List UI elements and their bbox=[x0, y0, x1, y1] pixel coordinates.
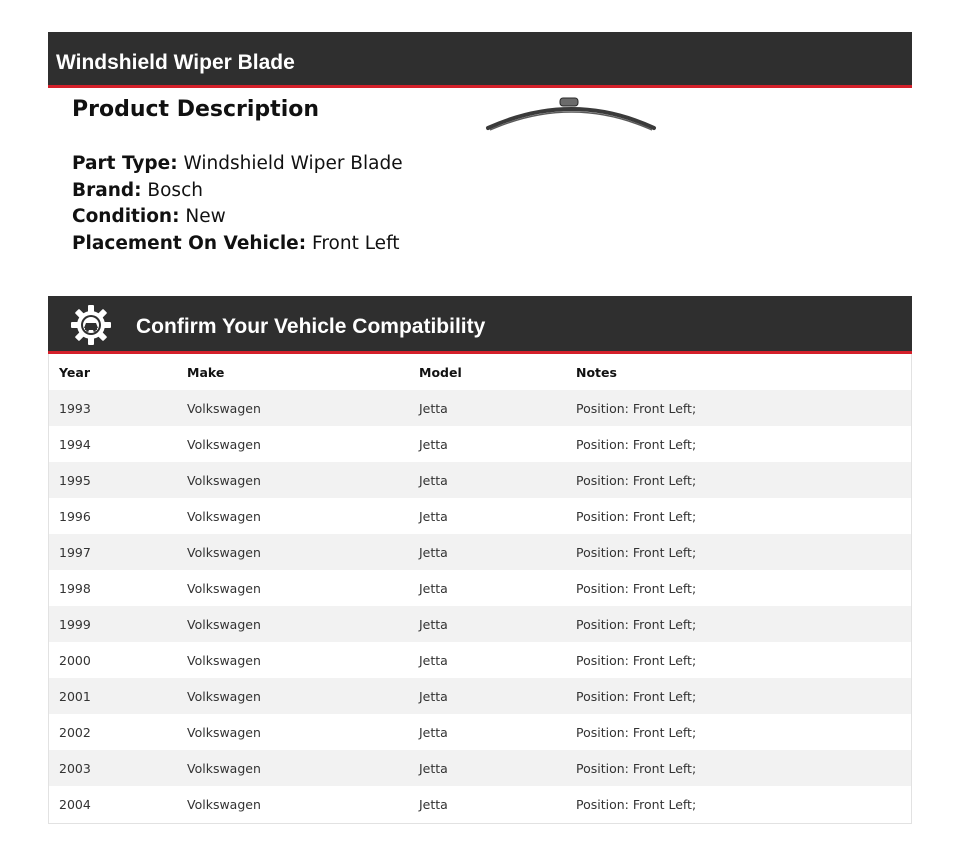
product-title-bar bbox=[48, 32, 912, 88]
cell-model: Jetta bbox=[419, 688, 448, 704]
cell-notes: Position: Front Left; bbox=[576, 472, 697, 488]
cell-notes: Position: Front Left; bbox=[576, 652, 697, 668]
table-row bbox=[49, 462, 911, 498]
cell-notes: Position: Front Left; bbox=[576, 544, 697, 560]
table-row bbox=[49, 606, 911, 642]
spec-label: Placement On Vehicle: bbox=[72, 232, 307, 254]
cell-model: Jetta bbox=[419, 616, 448, 632]
table-row bbox=[49, 714, 911, 750]
table-row bbox=[49, 570, 911, 606]
cell-make: Volkswagen bbox=[187, 724, 261, 740]
spec-placement bbox=[72, 231, 403, 258]
cell-notes: Position: Front Left; bbox=[576, 796, 697, 812]
cell-notes: Position: Front Left; bbox=[576, 760, 697, 776]
cell-year: 2001 bbox=[59, 688, 91, 704]
cell-make: Volkswagen bbox=[187, 652, 261, 668]
table-row bbox=[49, 786, 911, 822]
cell-make: Volkswagen bbox=[187, 616, 261, 632]
cell-notes: Position: Front Left; bbox=[576, 580, 697, 596]
cell-model: Jetta bbox=[419, 796, 448, 812]
spec-label: Part Type: bbox=[72, 153, 178, 174]
cell-make: Volkswagen bbox=[187, 688, 261, 704]
compatibility-table-container bbox=[48, 354, 912, 824]
cell-year: 1999 bbox=[59, 616, 91, 632]
cell-make: Volkswagen bbox=[187, 472, 261, 488]
cell-year: 1996 bbox=[59, 508, 91, 524]
cell-year: 2004 bbox=[59, 796, 91, 812]
product-description-heading: Product Description bbox=[72, 97, 320, 122]
cell-model: Jetta bbox=[419, 580, 448, 596]
cell-make: Volkswagen bbox=[187, 544, 261, 560]
table-row bbox=[49, 750, 911, 786]
spec-condition bbox=[72, 204, 403, 231]
spec-brand bbox=[72, 178, 403, 205]
table-row bbox=[49, 642, 911, 678]
cell-year: 1997 bbox=[59, 544, 91, 560]
cell-make: Volkswagen bbox=[187, 400, 261, 416]
cell-model: Jetta bbox=[419, 652, 448, 668]
wiper-blade-image bbox=[484, 92, 660, 136]
table-row bbox=[49, 390, 911, 426]
cell-model: Jetta bbox=[419, 544, 448, 560]
cell-model: Jetta bbox=[419, 472, 448, 488]
cell-notes: Position: Front Left; bbox=[576, 508, 697, 524]
cell-make: Volkswagen bbox=[187, 760, 261, 776]
cell-model: Jetta bbox=[419, 724, 448, 740]
cell-year: 2003 bbox=[59, 760, 91, 776]
cell-notes: Position: Front Left; bbox=[576, 616, 697, 632]
spec-part-type bbox=[72, 151, 403, 178]
product-specs bbox=[72, 151, 403, 257]
cell-model: Jetta bbox=[419, 400, 448, 416]
spec-value: New bbox=[185, 206, 226, 227]
table-row bbox=[49, 498, 911, 534]
cell-year: 1994 bbox=[59, 436, 91, 452]
cell-notes: Position: Front Left; bbox=[576, 400, 697, 416]
cell-year: 2002 bbox=[59, 724, 91, 740]
column-header-model: Model bbox=[419, 364, 462, 380]
cell-year: 1998 bbox=[59, 580, 91, 596]
spec-value: Windshield Wiper Blade bbox=[183, 153, 403, 174]
cell-model: Jetta bbox=[419, 760, 448, 776]
cell-year: 2000 bbox=[59, 652, 91, 668]
table-row bbox=[49, 426, 911, 462]
table-row bbox=[49, 678, 911, 714]
compatibility-table bbox=[49, 354, 911, 822]
cell-notes: Position: Front Left; bbox=[576, 436, 697, 452]
gear-car-icon bbox=[70, 304, 112, 346]
cell-make: Volkswagen bbox=[187, 796, 261, 812]
cell-model: Jetta bbox=[419, 436, 448, 452]
cell-year: 1993 bbox=[59, 400, 91, 416]
table-header-row bbox=[49, 354, 911, 390]
compatibility-title: Confirm Your Vehicle Compatibility bbox=[136, 315, 486, 338]
column-header-notes: Notes bbox=[576, 364, 617, 380]
column-header-year: Year bbox=[59, 364, 90, 380]
cell-notes: Position: Front Left; bbox=[576, 688, 697, 704]
cell-notes: Position: Front Left; bbox=[576, 724, 697, 740]
column-header-make: Make bbox=[187, 364, 225, 380]
cell-make: Volkswagen bbox=[187, 508, 261, 524]
cell-make: Volkswagen bbox=[187, 580, 261, 596]
spec-label: Brand: bbox=[72, 179, 142, 201]
cell-make: Volkswagen bbox=[187, 436, 261, 452]
cell-model: Jetta bbox=[419, 508, 448, 524]
cell-year: 1995 bbox=[59, 472, 91, 488]
spec-value: Front Left bbox=[312, 232, 400, 254]
compatibility-header-bar bbox=[48, 296, 912, 354]
spec-label: Condition: bbox=[72, 206, 180, 227]
product-title: Windshield Wiper Blade bbox=[56, 51, 295, 74]
table-row bbox=[49, 534, 911, 570]
spec-value: Bosch bbox=[147, 179, 203, 201]
